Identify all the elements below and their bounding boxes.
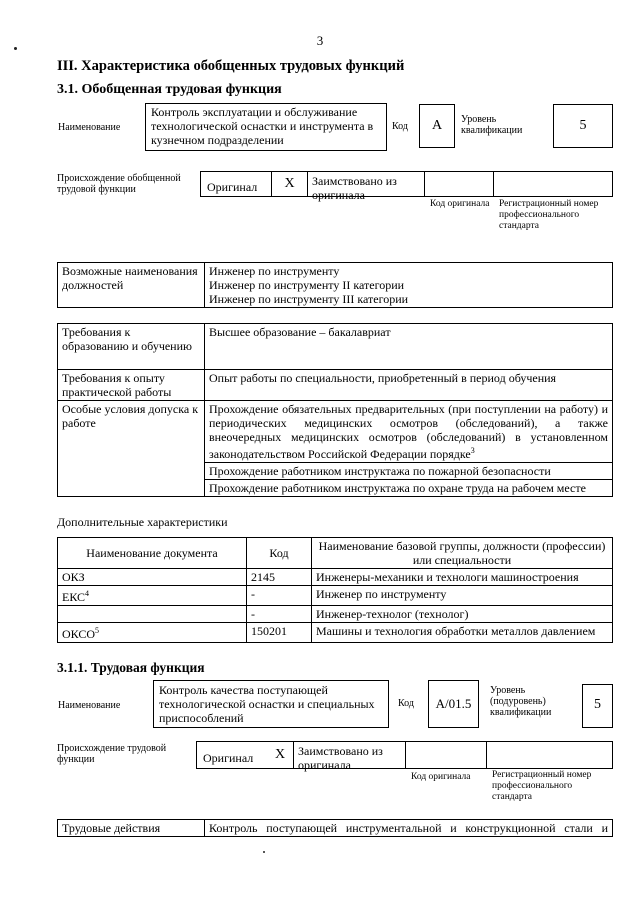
actions-table: [57, 819, 613, 837]
gtf-code-box: [419, 104, 455, 148]
doc-cell: [58, 606, 247, 623]
gtf-reg-number-cell: [493, 171, 613, 197]
page-number: 3: [316, 33, 324, 48]
tf-origin-label: Происхождение трудовой функции: [57, 743, 167, 765]
additional-header: Наименование документа: [58, 538, 247, 569]
gtf-level-label: Уровень квалификации: [461, 114, 523, 136]
code-cell: -: [247, 586, 312, 606]
tf-level-value: 5: [594, 697, 601, 712]
tf-borrowed-cell: [293, 741, 406, 772]
gtf-name-label: Наименование: [58, 122, 121, 133]
requirements-table: [57, 323, 613, 497]
tf-borrowed-label: Заимствовано из оригинала: [298, 744, 383, 772]
requirement-value: Прохождение работником инструктажа по охране труда на рабочем месте: [205, 480, 613, 497]
gtf-origin-code-cell: [424, 171, 494, 197]
table-row: [58, 586, 613, 606]
gtf-name-box: [145, 103, 387, 151]
gtf-original-cell: [200, 171, 272, 197]
footnote-3: 3: [470, 446, 475, 455]
position-item: Инженер по инструменту III категории: [209, 292, 409, 306]
additional-title: Дополнительные характеристики: [57, 515, 228, 529]
gtf-original-mark-cell: [271, 171, 308, 197]
requirement-text: Прохождение обязательных предварительных (при поступлении на работу) и периодических медицинских осмотров (обследований), а также внеочередных медицинских осмотров (обследований) в установленном законодательством Российской Федерации порядке: [209, 402, 608, 461]
requirement-value: [205, 401, 613, 463]
gtf-origin-label: Происхождение обобщенной трудовой функции: [57, 173, 181, 195]
name-cell: Инженер-технолог (технолог): [312, 606, 613, 623]
tf-name-box: [153, 680, 389, 728]
positions-label: Возможные наименования должностей: [58, 263, 205, 308]
tf-original-mark: X: [275, 747, 286, 762]
tf-heading: 3.1.1. Трудовая функция: [57, 660, 205, 675]
gtf-borrowed-label: Заимствовано из оригинала: [312, 174, 397, 202]
gtf-origin-code-label: Код оригинала: [430, 199, 490, 209]
gtf-heading: 3.1. Обобщенная трудовая функция: [57, 82, 282, 97]
table-row: [58, 569, 613, 586]
code-cell: -: [247, 606, 312, 623]
additional-header: Наименование базовой группы, должности (профессии) или специальности: [312, 538, 613, 569]
scan-speck: [263, 851, 265, 853]
tf-name-label: Наименование: [58, 700, 121, 711]
additional-header: Код: [247, 538, 312, 569]
positions-table: [57, 262, 613, 308]
requirement-value: Высшее образование – бакалавриат: [205, 324, 613, 370]
tf-code-value: A/01.5: [435, 696, 472, 711]
gtf-level-box: [553, 104, 613, 148]
name-cell: Инженеры-механики и технологи машиностроения: [312, 569, 613, 586]
requirement-value: Опыт работы по специальности, приобретенный в период обучения: [205, 370, 613, 401]
code-cell: 2145: [247, 569, 312, 586]
footnote-5: 5: [95, 626, 100, 635]
footnote-4: 4: [85, 589, 90, 598]
doc-name: ОКСО: [62, 627, 96, 641]
name-cell: Инженер по инструменту: [312, 586, 613, 606]
tf-name-value: Контроль качества поступающей технологической оснастки и специальных приспособлений: [159, 683, 375, 725]
doc-name: ОКЗ: [62, 570, 85, 584]
position-item: Инженер по инструменту: [209, 264, 340, 278]
section-title: III. Характеристика обобщенных трудовых функций: [57, 58, 405, 74]
tf-origin-code-cell: [405, 741, 487, 769]
tf-code-label: Код: [398, 698, 414, 709]
name-cell: Машины и технология обработки металлов давлением: [312, 623, 613, 643]
tf-original-cell: [196, 741, 294, 769]
requirement-label: Требования к опыту практической работы: [58, 370, 205, 401]
tf-original-label: Оригинал: [203, 751, 254, 765]
gtf-original-mark: X: [284, 176, 295, 191]
gtf-code-value: А: [431, 118, 443, 133]
gtf-level-value: 5: [579, 118, 587, 133]
tf-code-box: [428, 680, 479, 728]
doc-name: ЕКС: [62, 590, 86, 604]
table-row: [58, 606, 613, 623]
position-item: Инженер по инструменту II категории: [209, 278, 405, 292]
doc-cell: [58, 569, 247, 586]
positions-list: [205, 263, 613, 308]
tf-origin-code-label: Код оригинала: [411, 772, 471, 782]
additional-table: [57, 537, 613, 643]
code-cell: 150201: [247, 623, 312, 643]
doc-cell: [58, 586, 247, 606]
tf-level-label: Уровень (подуровень) квалификации: [490, 685, 552, 718]
requirement-label: Требования к образованию и обучению: [58, 324, 205, 370]
requirement-value: Прохождение работником инструктажа по пожарной безопасности: [205, 463, 613, 480]
doc-cell: [58, 623, 247, 643]
actions-value: Контроль поступающей инструментальной и конструкционной стали и: [205, 820, 613, 837]
gtf-code-label: Код: [392, 121, 408, 132]
gtf-original-label: Оригинал: [207, 180, 258, 194]
table-row: [58, 623, 613, 643]
actions-label: Трудовые действия: [58, 820, 205, 837]
requirement-label: Особые условия допуска к работе: [58, 401, 205, 497]
tf-reg-number-cell: [486, 741, 613, 769]
gtf-borrowed-cell: [307, 171, 425, 202]
gtf-reg-number-label: Регистрационный номер профессионального стандарта: [499, 199, 599, 231]
tf-reg-number-label: Регистрационный номер профессионального стандарта: [492, 770, 592, 802]
gtf-name-value: Контроль эксплуатации и обслуживание технологической оснастки и инструмента в кузнечном подразделении: [151, 105, 374, 147]
tf-level-box: [582, 684, 613, 728]
